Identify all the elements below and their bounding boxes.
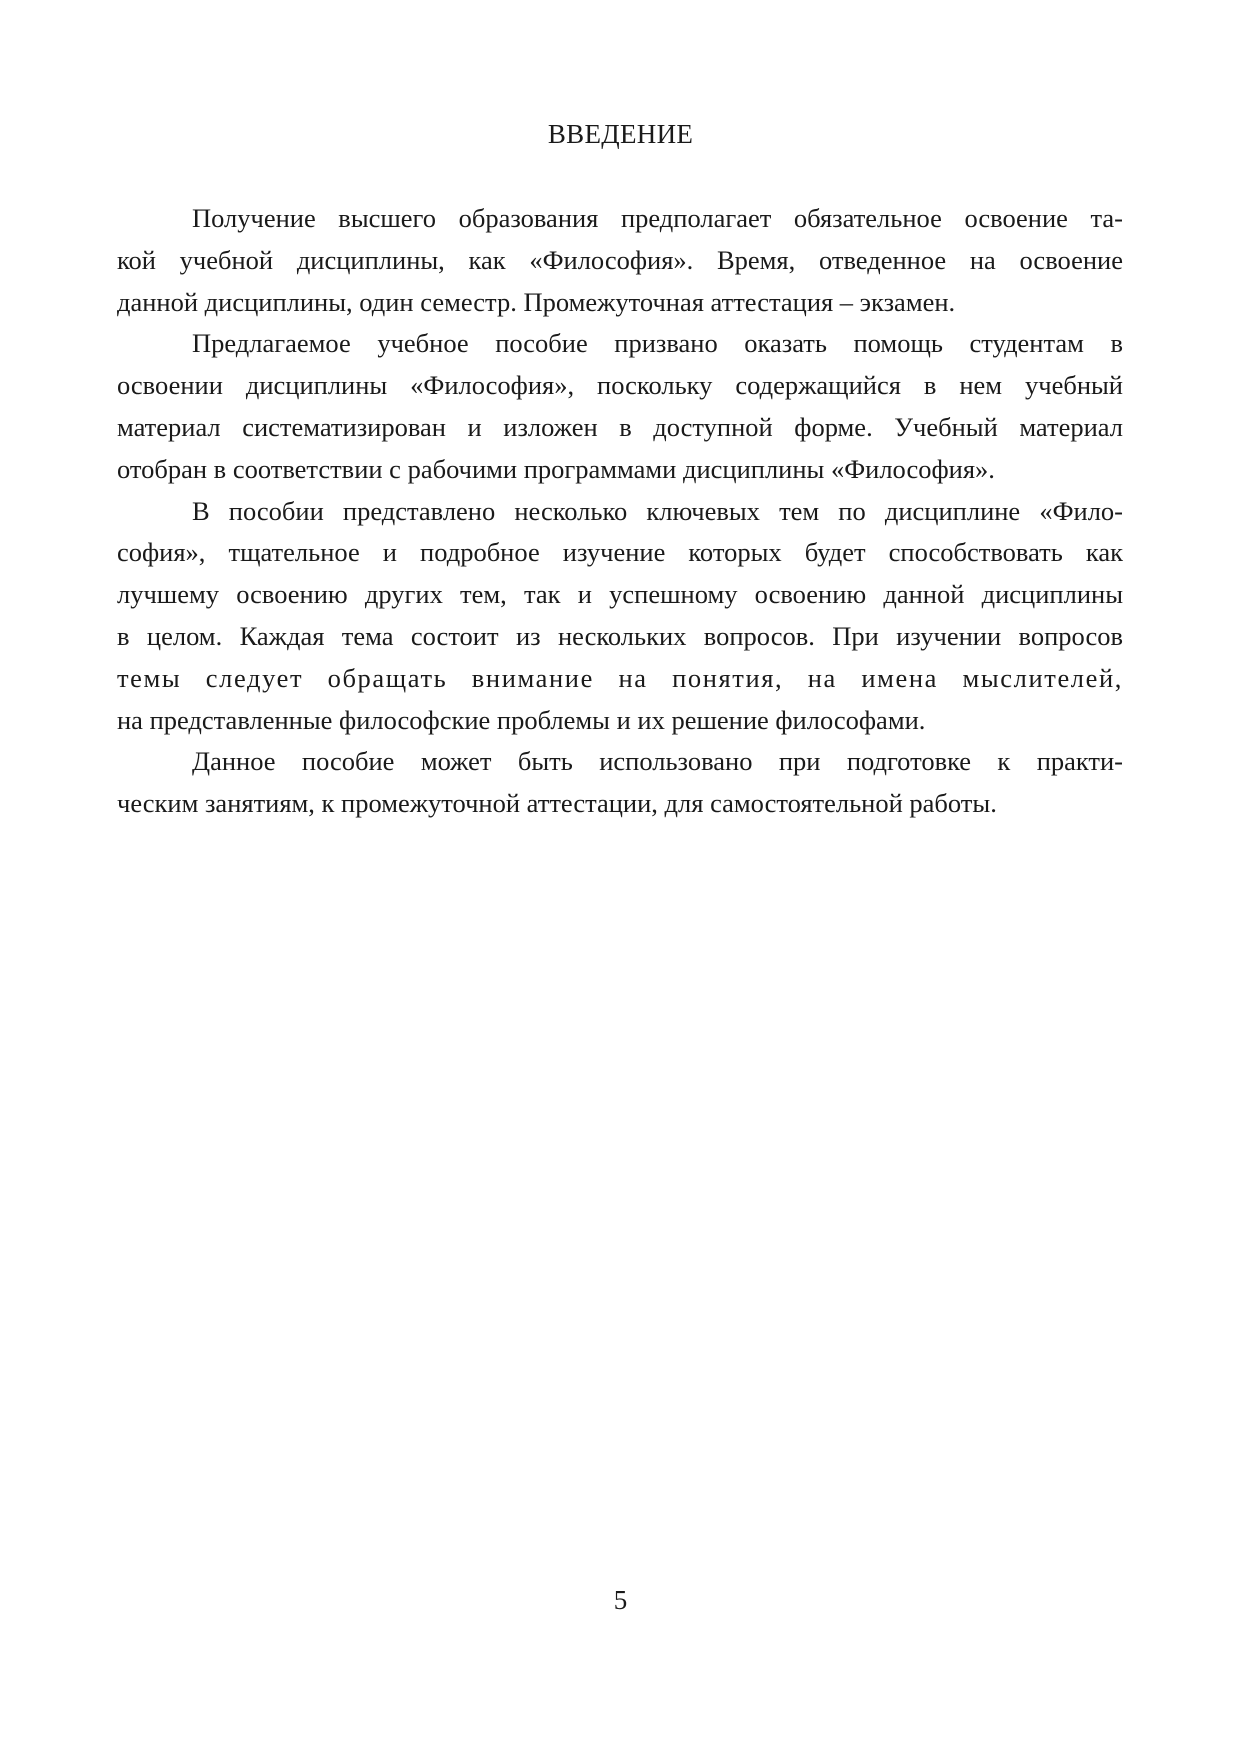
section-heading: ВВЕДЕНИЕ xyxy=(547,119,694,149)
text-line: материал систематизирован и изложен в доступной форме. Учебный материал xyxy=(117,411,1123,442)
text-line: темы следует обращать внимание на понятия, на имена мыслителей, xyxy=(117,662,1123,693)
text-line: отобран в соответствии с рабочими программами дисциплины «Философия». xyxy=(117,453,995,484)
text-line: кой учебной дисциплины, как «Философия». Время, отведенное на освоение xyxy=(117,244,1123,275)
text-line: Предлагаемое учебное пособие призвано оказать помощь студентам в xyxy=(192,328,1123,359)
paragraph-1 xyxy=(117,198,1123,323)
body-text xyxy=(117,198,1123,825)
paragraph-4 xyxy=(117,741,1123,825)
text-line: лучшему освоению других тем, так и успешному освоению данной дисциплины xyxy=(117,579,1123,610)
text-line: освоении дисциплины «Философия», поскольку содержащийся в нем учебный xyxy=(117,370,1123,401)
text-line: в целом. Каждая тема состоит из нескольких вопросов. При изучении вопросов xyxy=(117,620,1123,651)
text-line: Получение высшего образования предполагает обязательное освоение та- xyxy=(192,203,1123,233)
text-line: Данное пособие может быть использовано при подготовке к практи- xyxy=(192,746,1123,777)
text-line: на представленные философские проблемы и их решение философами. xyxy=(117,704,926,735)
paragraph-2 xyxy=(117,323,1123,490)
text-line: данной дисциплины, один семестр. Промежуточная аттестация – экзамен. xyxy=(117,286,956,317)
text-line: ческим занятиям, к промежуточной аттестации, для самостоятельной работы. xyxy=(117,788,997,819)
text-line: В пособии представлено несколько ключевых тем по дисциплине «Фило- xyxy=(192,495,1123,526)
page-number: 5 xyxy=(613,1585,628,1615)
text-line: софия», тщательное и подробное изучение которых будет способствовать как xyxy=(117,537,1123,568)
paragraph-3 xyxy=(117,491,1123,742)
